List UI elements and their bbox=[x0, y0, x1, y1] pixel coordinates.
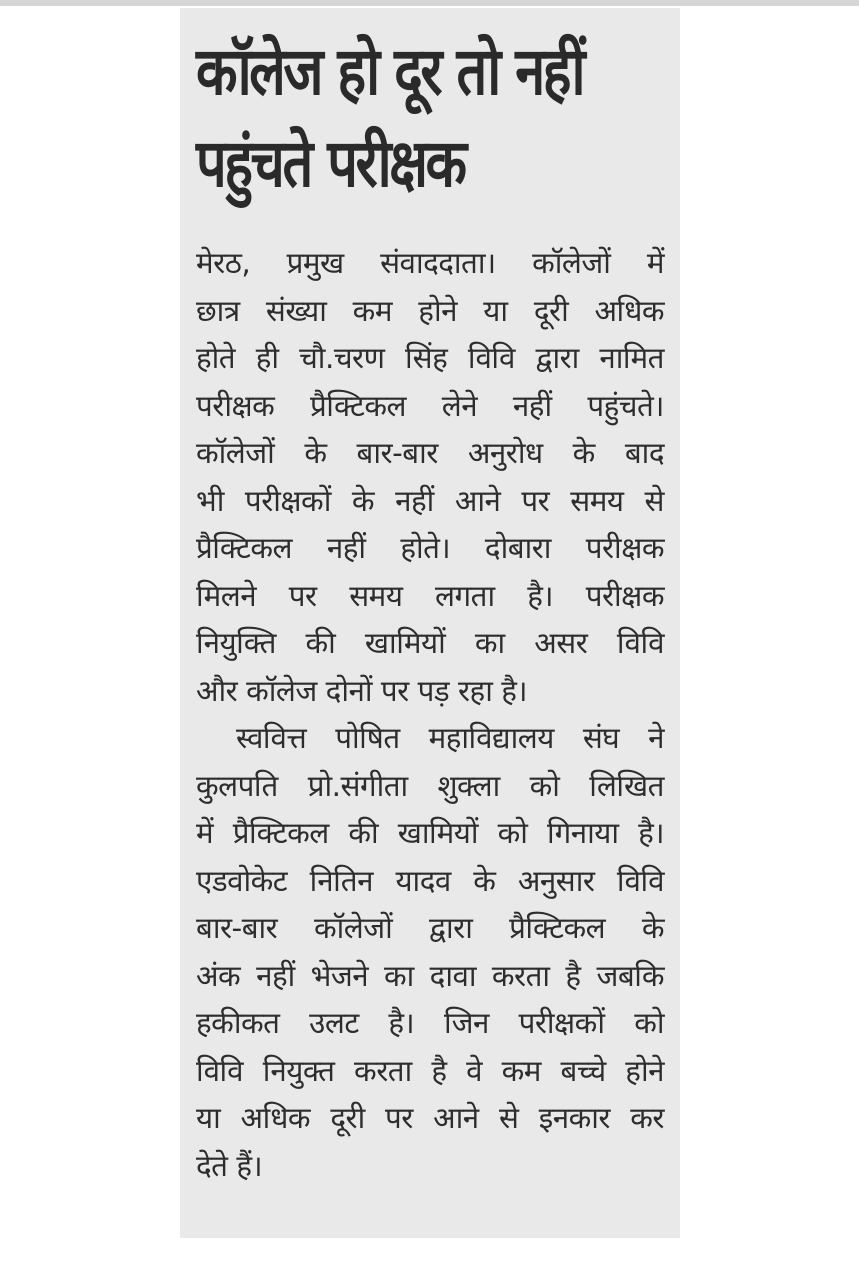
top-status-strip bbox=[0, 0, 859, 6]
article-paragraph-2 bbox=[196, 715, 664, 1190]
body-line: में प्रैक्टिकल की खामियों को गिनाया है। bbox=[196, 816, 664, 850]
body-line: प्रैक्टिकल नहीं होते। दोबारा परीक्षक bbox=[196, 531, 664, 565]
headline-line-1: कॉलेज हो दूर तो नहीं bbox=[196, 33, 584, 110]
body-line: अंक नहीं भेजने का दावा करता है जबकि bbox=[196, 958, 664, 993]
headline-line-2: पहुंचते परीक्षक bbox=[196, 125, 465, 202]
body-line: विवि नियुक्त करता है वे कम बच्चे होने bbox=[196, 1053, 664, 1088]
body-line: स्ववित्त पोषित महाविद्यालय संघ ने bbox=[236, 721, 664, 755]
body-line: कॉलेजों के बार-बार अनुरोध के बाद bbox=[196, 436, 664, 470]
body-line: बार-बार कॉलेजों द्वारा प्रैक्टिकल के bbox=[196, 911, 664, 945]
body-line: भी परीक्षकों के नहीं आने पर समय से bbox=[196, 483, 664, 518]
body-line: मिलने पर समय लगता है। परीक्षक bbox=[196, 578, 664, 613]
body-line: हकीकत उलट है। जिन परीक्षकों को bbox=[196, 1006, 664, 1040]
body-line: नियुक्ति की खामियों का असर विवि bbox=[196, 626, 664, 660]
body-line: होते ही चौ.चरण सिंह विवि द्वारा नामित bbox=[196, 341, 664, 375]
body-line: और कॉलेज दोनों पर पड़ रहा है। bbox=[196, 673, 528, 708]
body-line: परीक्षक प्रैक्टिकल लेने नहीं पहुंचते। bbox=[196, 388, 664, 423]
article-paragraph-1 bbox=[196, 240, 664, 715]
body-line: देते हैं। bbox=[196, 1148, 263, 1183]
body-line: कुलपति प्रो.संगीता शुक्ला को लिखित bbox=[196, 768, 664, 803]
body-line: या अधिक दूरी पर आने से इनकार कर bbox=[196, 1101, 664, 1135]
article-body bbox=[196, 240, 664, 1190]
body-line: एडवोकेट नितिन यादव के अनुसार विवि bbox=[196, 863, 664, 898]
body-line: छात्र संख्या कम होने या दूरी अधिक bbox=[196, 293, 664, 328]
body-line: मेरठ, प्रमुख संवाददाता। कॉलेजों में bbox=[196, 246, 664, 280]
article-headline bbox=[196, 26, 584, 210]
